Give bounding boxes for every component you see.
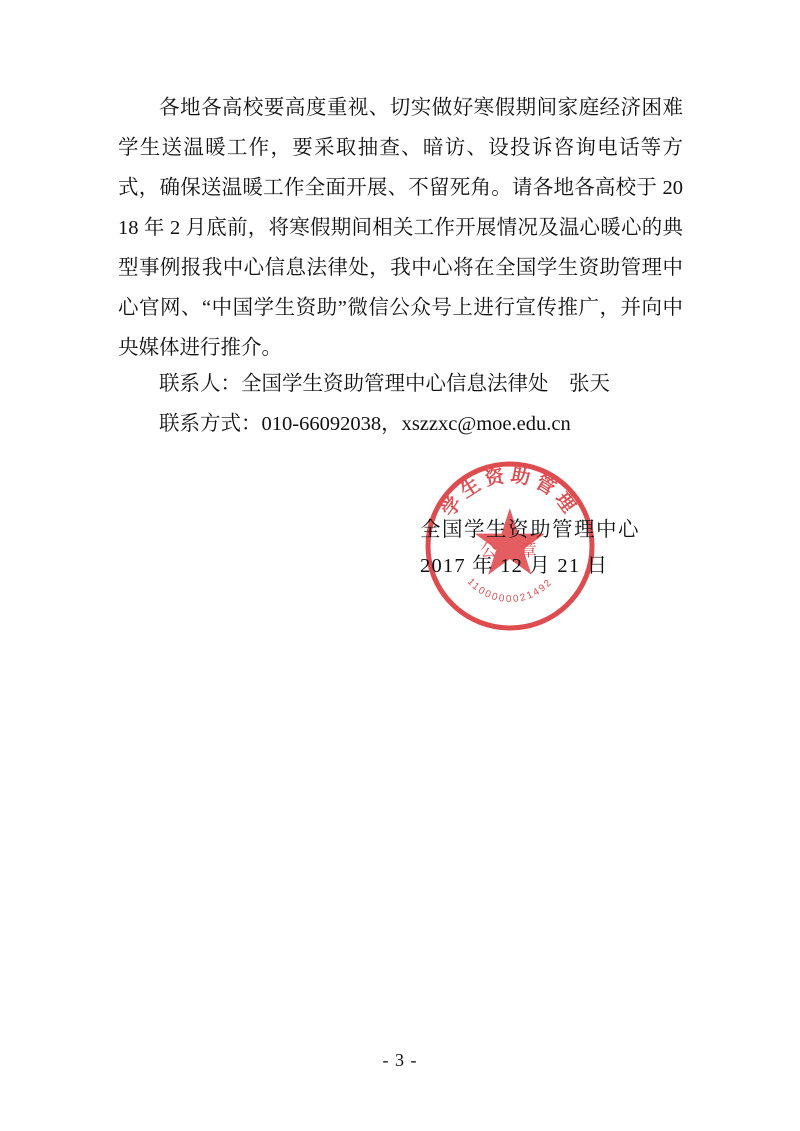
svg-text:公 章: 公 章 xyxy=(480,541,540,560)
paragraph-1: 各地各高校要高度重视、切实做好寒假期间家庭经济困难学生送温暖工作，要采取抽查、暗访、设投诉咨询电话等方式，确保送温暖工作全面开展、不留死角。请各地各高校于 2018 年 2 月底前，将寒假期间相关工作开展情况及温心暖心的典型事例报我中心信息法律处，我中心将在全国学生资助管理中心官网、“中国学生资助”微信公众号上进行宣传推广，并向中央媒体进行推介。 xyxy=(118,97,683,359)
page-number: - 3 - xyxy=(382,1050,418,1070)
contact-person-line: 联系人：全国学生资助管理中心信息法律处 张天 xyxy=(159,373,610,395)
contact-method-line: 联系方式：010-66092038，xszzxc@moe.edu.cn xyxy=(159,413,571,435)
svg-text:1100000021492: 1100000021492 xyxy=(464,576,556,606)
body-text-block xyxy=(118,88,683,368)
signature-organization: 全国学生资助管理中心 xyxy=(420,519,640,541)
signature-block xyxy=(420,512,680,584)
svg-text:学生资助管理: 学生资助管理 xyxy=(438,465,582,521)
contact-block xyxy=(118,364,688,444)
signature-date: 2017 年 12 月 21 日 xyxy=(420,555,609,577)
